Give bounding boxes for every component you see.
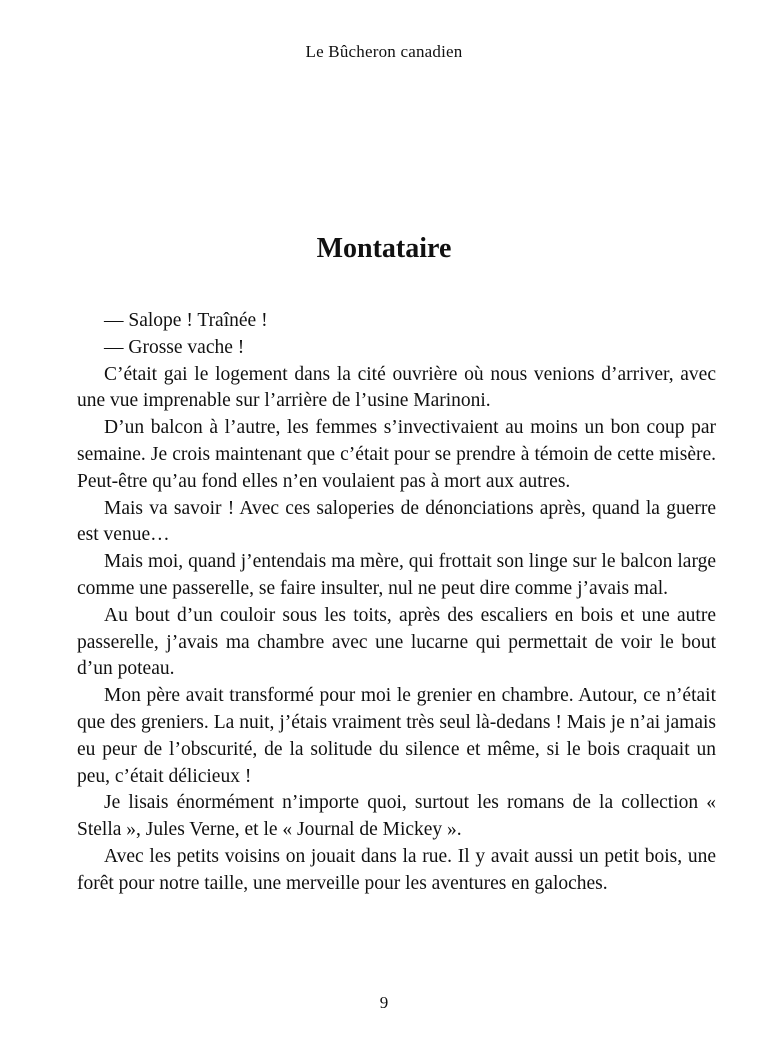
paragraph: Je lisais énormément n’importe quoi, surtout les romans de la collection « Stella », Jules Verne, et le « Journal de Mickey ».: [77, 792, 716, 841]
chapter-body: [77, 308, 716, 898]
paragraph: — Grosse vache !: [104, 336, 245, 358]
running-header: Le Bûcheron canadien: [305, 42, 463, 61]
paragraph: Mais va savoir ! Avec ces saloperies de dénonciations après, quand la guerre est venue…: [77, 497, 716, 546]
chapter-title: Montataire: [316, 233, 452, 264]
paragraph: Au bout d’un couloir sous les toits, après des escaliers en bois et une autre passerelle, j’avais ma chambre avec une lucarne qui permettait de voir le bout d’un poteau.: [77, 604, 716, 680]
paragraph: Avec les petits voisins on jouait dans la rue. Il y avait aussi un petit bois, une forêt pour notre taille, une merveille pour les aventures en galoches.: [77, 845, 716, 894]
page-number: 9: [379, 993, 389, 1012]
paragraph: D’un balcon à l’autre, les femmes s’invectivaient au moins un bon coup par semaine. Je crois maintenant que c’était pour se prendre à témoin de cette misère. Peut-être qu’au fond elles n’en voulaient pas à mort aux autres.: [77, 417, 716, 492]
paragraph: Mais moi, quand j’entendais ma mère, qui frottait son linge sur le balcon large comme une passerelle, se faire insulter, nul ne peut dire comme j’avais mal.: [77, 551, 716, 599]
paragraph: Mon père avait transformé pour moi le grenier en chambre. Autour, ce n’était que des greniers. La nuit, j’étais vraiment très seul là-dedans ! Mais je n’ai jamais eu peur de l’obscurité, de la solitude du silence et même, si le bois craquait un peu, c’était délicieux !: [77, 685, 716, 787]
paragraph: C’était gai le logement dans la cité ouvrière où nous venions d’arriver, avec une vue imprenable sur l’arrière de l’usine Marinoni.: [77, 363, 716, 412]
paragraph: — Salope ! Traînée !: [104, 310, 268, 331]
